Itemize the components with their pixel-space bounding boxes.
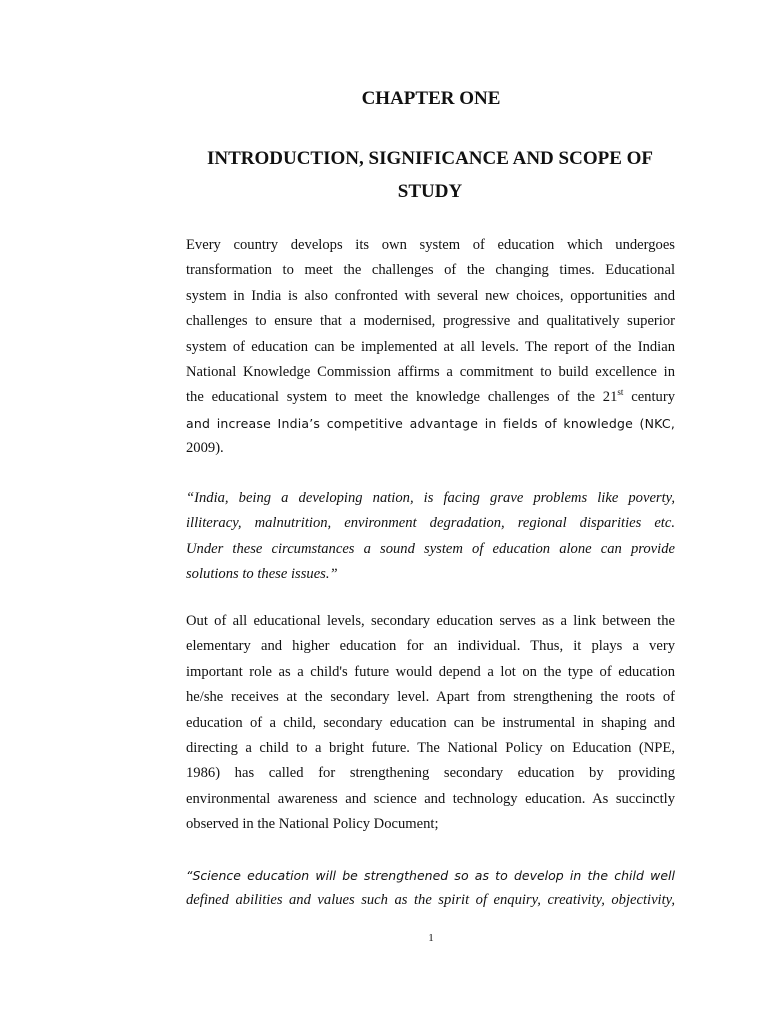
paragraph-2-line: environmental awareness and science and technology education. As succinctly [186, 790, 675, 807]
paragraph-1-line: system of education can be implemented at all levels. The report of the Indian [186, 338, 675, 355]
quote-1-line: solutions to these issues.” [186, 566, 338, 583]
paragraph-2-line: observed in the National Policy Document; [186, 816, 439, 833]
paragraph-2-line: he/she receives at the secondary level. Apart from strengthening the roots of [186, 689, 675, 706]
quote-1-line: “India, being a developing nation, is facing grave problems like poverty, [186, 490, 675, 506]
paragraph-2-line: Out of all educational levels, secondary education serves as a link between the [186, 613, 675, 629]
paragraph-1-line-7-text: the educational system to meet the knowledge challenges of the 21 [186, 389, 618, 406]
paragraph-2-line: elementary and higher education for an individual. Thus, it plays a very [186, 638, 675, 655]
paragraph-1-line [186, 385, 675, 410]
chapter-title-line-2: STUDY [397, 181, 463, 202]
page-number: 1 [428, 932, 434, 944]
chapter-title [186, 142, 674, 208]
paragraph-2-line: important role as a child's future would depend a lot on the type of education [186, 663, 675, 680]
paragraph-2-line: directing a child to a bright future. The National Policy on Education (NPE, [186, 740, 675, 757]
quote-2-line: “Science education will be strengthened so as to develop in the child well [186, 868, 675, 883]
paragraph-1-line: Every country develops its own system of education which undergoes [186, 237, 675, 253]
ordinal-superscript: st [617, 387, 624, 398]
paragraph-2-line: 1986) has called for strengthening secondary education by providing [186, 765, 675, 782]
paragraph-1-line: 2009). [186, 440, 224, 457]
chapter-label: CHAPTER ONE [361, 88, 501, 109]
paragraph-1 [186, 233, 675, 462]
paragraph-2-line: education of a child, secondary education can be instrumental in shaping and [186, 714, 675, 731]
paragraph-1-line: challenges to ensure that a modernised, progressive and qualitatively superior [186, 313, 675, 330]
paragraph-1-line: system in India is also confronted with several new choices, opportunities and [186, 287, 675, 304]
quote-1 [186, 486, 675, 588]
paragraph-1-line: transformation to meet the challenges of the changing times. Educational [186, 262, 675, 279]
quote-2-line: defined abilities and values such as the spirit of enquiry, creativity, objectivity, [186, 892, 675, 909]
paragraph-1-line: and increase India’s competitive advantage in fields of knowledge (NKC, [186, 415, 675, 431]
paragraph-2 [186, 609, 675, 838]
quote-2 [186, 863, 675, 914]
quote-1-line: illiteracy, malnutrition, environment degradation, regional disparities etc. [186, 515, 675, 532]
quote-1-line: Under these circumstances a sound system of education alone can provide [186, 540, 675, 557]
chapter-title-line-1: INTRODUCTION, SIGNIFICANCE AND SCOPE OF [206, 148, 654, 169]
paragraph-1-line: National Knowledge Commission affirms a commitment to build excellence in [186, 364, 675, 381]
paragraph-1-line-7-tail: century [623, 389, 675, 406]
